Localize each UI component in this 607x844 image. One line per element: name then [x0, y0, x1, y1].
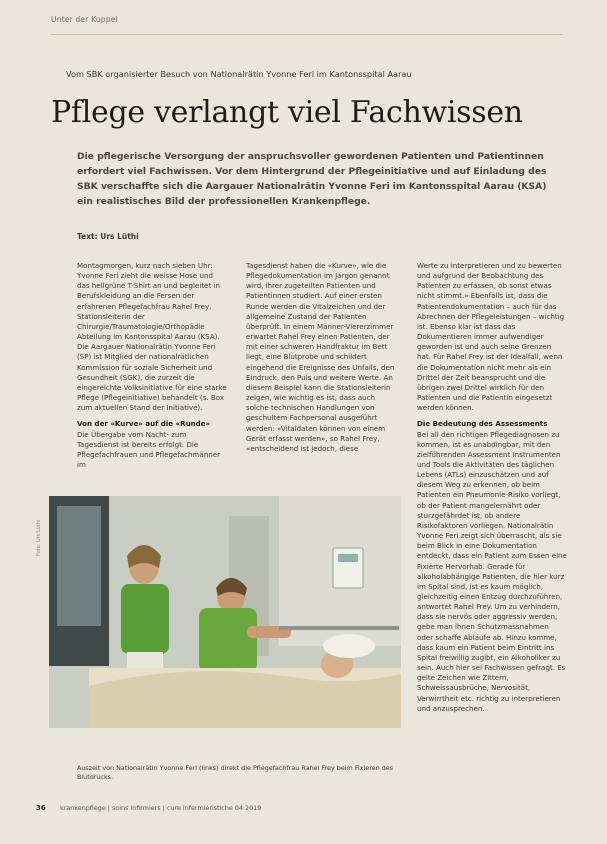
body-paragraph: Tagesdienst haben die «Kurve», wie die Pflegedokumentation im Jargon genannt wird, ihrer zugeteilten Patienten und Patientinnen studiert. Auf einer ersten Runde werden die Vitalzeichen und der allgemeine Zustand der Patienten überprüft. In einem Männer-Viererzimmer erwartet Rahel Frey einen Patienten, der mit einer schweren Handfraktur im Bett liegt, eine Blutprobe und schildert eingehend die Ereignisse des Unfalls, den Eindruck, den Puls und weitere Werte. An diesem Beispiel kann die Stationsleiterin zeigen, wie wichtig es ist, dass auch solche technischen Handlungen von geschultem Fachpersonal ausgeführt werden: «Vitaldaten können von einem Gerät erfasst werden», so Rahel Frey, «entscheidend ist jedoch, diese [246, 261, 395, 453]
section-label: Unter der Kuppel [51, 15, 118, 24]
byline: Text: Urs Lüthi [77, 232, 139, 241]
lead-line: Die pflegerische Versorgung der anspruchsvoller gewordenen Patienten und Patientinnen [77, 151, 544, 162]
photo-credit: Foto: Urs Lüthi [36, 519, 42, 556]
body-paragraph: Bei all den richtigen Pflegediagnosen zu kommen, ist es unabdingbar, mit den zielführenden Assessment Instrumenten und Tools die Aktivitäten des täglichen Lebens (ATLs) einzuschätzen und auf diesem Weg zu erkennen, ob beim Patienten ein Pneumonie-Risiko vorliegt, ob der Patient mangelernährt oder sturzgefährdet ist, ob andere Risikofaktoren vorliegen. Nationalrätin Yvonne Feri zeigt sich überrascht, als sie beim Blick in eine Dokumentation entdeckt, dass ein Patient zum Essen eine Fixierte Hervorhab. Gerade für alkoholabhängige Patienten, die hier kurz im Spital sind, ist es kaum möglich, gleichzeitig einen Entzug durchzuführen, antwortet Rahel Frey. Um zu verhindern, dass sie nervös oder aggressiv werden, gebe man ihnen Schutzmassnahmen oder schaffe Abläufe ab. Hinzu komme, dass kaum ein Patient beim Eintritt ins Spital freiwillig zugibt, ein Alkoholiker zu sein. Auch hier sei Fachwissen gefragt. Es gelte Zeichen wie Zittern, Schweissausbrüche, Nervosität, Verwirrtheit etc. richtig zu interpretieren und anzusprechen. [417, 429, 567, 713]
photo-caption: Auszeit von Nationalrätin Yvonne Feri (links) direkt die Pflegefachfrau Rahel Frey beim Fixieren des Blutdrucks. [77, 764, 394, 781]
top-rule [51, 34, 563, 35]
column-3 [417, 261, 567, 714]
page-number: 36 [36, 804, 46, 812]
kicker: Vom SBK organisierter Besuch von Nationalrätin Yvonne Feri im Kantonsspital Aarau [66, 69, 412, 79]
lead-line: ein realistisches Bild der professionellen Krankenpflege. [77, 196, 371, 207]
headline: Pflege verlangt viel Fachwissen [51, 95, 523, 130]
article-photo [49, 496, 401, 728]
column-2 [246, 261, 396, 454]
body-paragraph: Die Übergabe vom Nacht- zum Tagesdienst ist bereits erfolgt. Die Pflegefachfrauen und Pflegefachmänner im [77, 429, 221, 469]
column-1 [77, 261, 227, 470]
hospital-room-illustration [49, 496, 401, 728]
footer-text: krankenpflege | soins infirmiers | cure infermieristiche 04 2019 [60, 804, 262, 812]
body-paragraph: Werte zu interpretieren und zu bewerten und aufgrund der Beobachtung des Patienten zu erfassen, ob sonst etwas nicht stimmt.» Ebenfalls ist, dass die Patientendokumentation – auch für das Abrechnen der Pflegeleistungen – wichtig ist. Ebenso klar ist dass das Dokumentieren immer aufwendiger geworden ist und auch seine Grenzen hat. Für Rahel Frey ist der Idealfall, wenn die Dokumentation nicht mehr als ein Drittel der Zeit beansprucht und die übrigen zwei Drittel wirklich für den Patienten und die Patientin eingesetzt werden können. [417, 261, 565, 413]
subheading: Die Bedeutung des Assessments [417, 419, 548, 429]
body-paragraph: Montagmorgen, kurz nach sieben Uhr: Yvonne Feri zieht die weisse Hose und das hellgrüne T-Shirt an und begleitet in Berufskleidung an die Fersen der erfahrenen Pflegefachfrau Rahel Frey, Stationsleiterin der Chirurgie/Traumatologie/Orthopädie Abteilung im Kantonsspital Aarau (KSA). Die Aargauer Nationalrätin Yvonne Feri (SP) ist Mitglied der nationalrätlichen Kommission für soziale Sicherheit und Gesundheit (SGK), die zurzeit die eingereichte Volksinitiative für eine starke Pflege (Pflegeinitiative) behandelt (s. Box zum aktuellen Stand der Initiative). [77, 261, 227, 413]
lead-line: SBK verschaffte sich die Aargauer Nationalrätin Yvonne Feri im Kantonsspital Aarau (KSA) [77, 181, 547, 192]
lead-paragraph [77, 149, 575, 209]
subheading: Von der «Kurve» auf die «Runde» [77, 419, 211, 429]
lead-line: erfordert viel Fachwissen. Vor dem Hintergrund der Pflegeinitiative und auf Einladung des [77, 166, 547, 177]
